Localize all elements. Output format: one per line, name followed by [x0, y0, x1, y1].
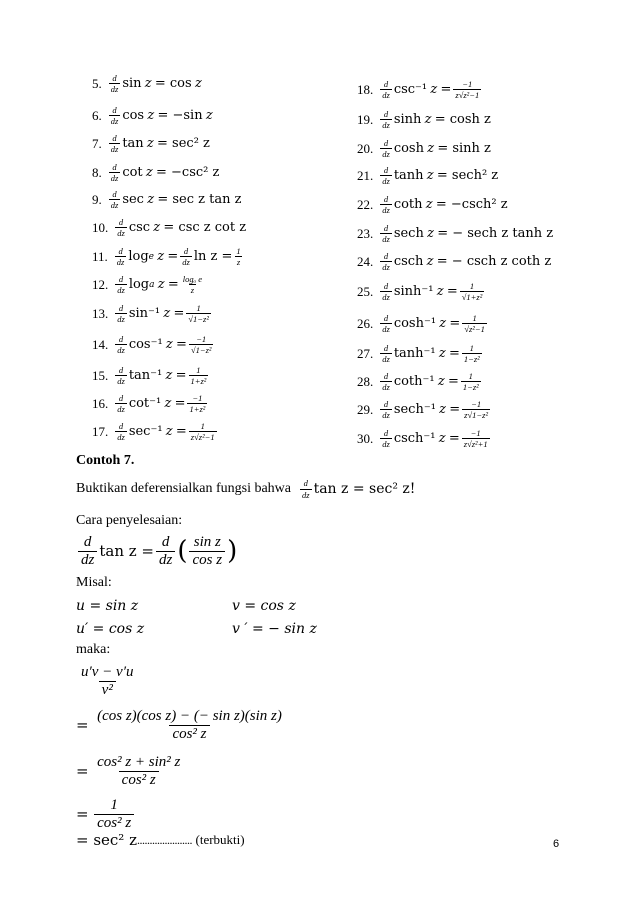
- rule-7: 7. d dz tan z = sec² z: [92, 132, 210, 154]
- rule-23: 23. d dz sech z = − sech z tanh z: [357, 222, 554, 244]
- rule-25: 25. d dz sinh⁻¹ z = $\frac{1}{\text{√1+z²}}$: [357, 280, 483, 302]
- page-number: 6: [553, 838, 560, 850]
- example-heading: Contoh 7.: [76, 453, 135, 468]
- rule-11: 11. d dz log e z = $\frac{d}{dz}$ ln z = $\frac{1}{z}$: [92, 245, 241, 267]
- rule-9: 9. d dz sec z = sec z tan z: [92, 188, 242, 210]
- rule-18: 18. d dz csc⁻¹ z = $\frac{-1}{\text{z√z²−1}}$: [357, 78, 480, 100]
- step-3: = $\frac{\text{cos² z + sin² z}}{\text{cos² z}}$: [76, 753, 181, 788]
- rule-13: 13. d dz sin⁻¹ z = $\frac{1}{\text{√1−z²}}$: [92, 302, 209, 324]
- rule-19: 19. d dz sinh z = cosh z: [357, 108, 491, 130]
- rule-16: 16. d dz cot⁻¹ z = $\frac{-1}{\text{1+z²}}$: [92, 392, 206, 414]
- step-4: = $\frac{1}{\text{cos² z}}$: [76, 793, 136, 835]
- dv-def: v ′ = − sin z: [232, 621, 317, 637]
- method-label: Cara penyelesaian:: [76, 513, 183, 528]
- step-2: = $\frac{\text{(cos z)(cos z) − (− sin z)(sin z)}}{\text{cos² z}}$: [76, 707, 282, 742]
- example-prompt: Buktikan deferensialkan fungsi bahwa d dz tan z = sec² z!: [76, 478, 416, 500]
- d-dz-fraction: d dz: [110, 72, 119, 94]
- rule-5: 5. d dz sin z = cos z: [92, 72, 202, 94]
- final-line: = sec² z ...................... (terbukti): [76, 831, 245, 849]
- rule-17: 17. d dz sec⁻¹ z = $\frac{1}{\text{z√z²−1}}$: [92, 420, 215, 442]
- v-def: v = cos z: [232, 598, 296, 614]
- rule-30: 30. d dz csch⁻¹ z = $\frac{-1}{\text{z√z²+1}}$: [357, 427, 488, 449]
- rule-12: 12. d dz log a z = $\frac{\text{logₐ e}}{z}$: [92, 273, 203, 295]
- rule-15: 15. d dz tan⁻¹ z = $\frac{1}{\text{1+z²}}$: [92, 364, 207, 386]
- rule-8: 8. d dz cot z = −csc² z: [92, 161, 220, 183]
- rule-10: 10. d dz csc z = csc z cot z: [92, 216, 247, 238]
- rule-14: 14. d dz cos⁻¹ z = $\frac{-1}{\text{√1−z²}}$: [92, 333, 212, 355]
- step-1: d dz tan z = $\frac{d}{dz}$ ( sin z cos z ): [76, 530, 237, 572]
- rule-27: 27. d dz tanh⁻¹ z = $\frac{1}{\text{1−z²}}$: [357, 342, 480, 364]
- du-def: u′ = cos z: [76, 621, 145, 637]
- misal-label: Misal:: [76, 575, 112, 590]
- rule-29: 29. d dz sech⁻¹ z = $\frac{-1}{\text{z√1−z²}}$: [357, 398, 488, 420]
- u-def: u = sin z: [76, 598, 139, 614]
- quotient-rule: u′v − v′u v²: [81, 663, 134, 698]
- rule-21: 21. d dz tanh z = sech² z: [357, 164, 499, 186]
- rule-22: 22. d dz coth z = −csch² z: [357, 193, 508, 215]
- rule-6: 6. d dz cos z = −sin z: [92, 104, 213, 126]
- maka-label: maka:: [76, 642, 111, 657]
- rule-26: 26. d dz cosh⁻¹ z = $\frac{1}{\text{√z²−1}}$: [357, 312, 485, 334]
- rule-20: 20. d dz cosh z = sinh z: [357, 137, 491, 159]
- rule-24: 24. d dz csch z = − csch z coth z: [357, 250, 552, 272]
- rule-28: 28. d dz coth⁻¹ z = $\frac{1}{\text{1−z²}}$: [357, 370, 479, 392]
